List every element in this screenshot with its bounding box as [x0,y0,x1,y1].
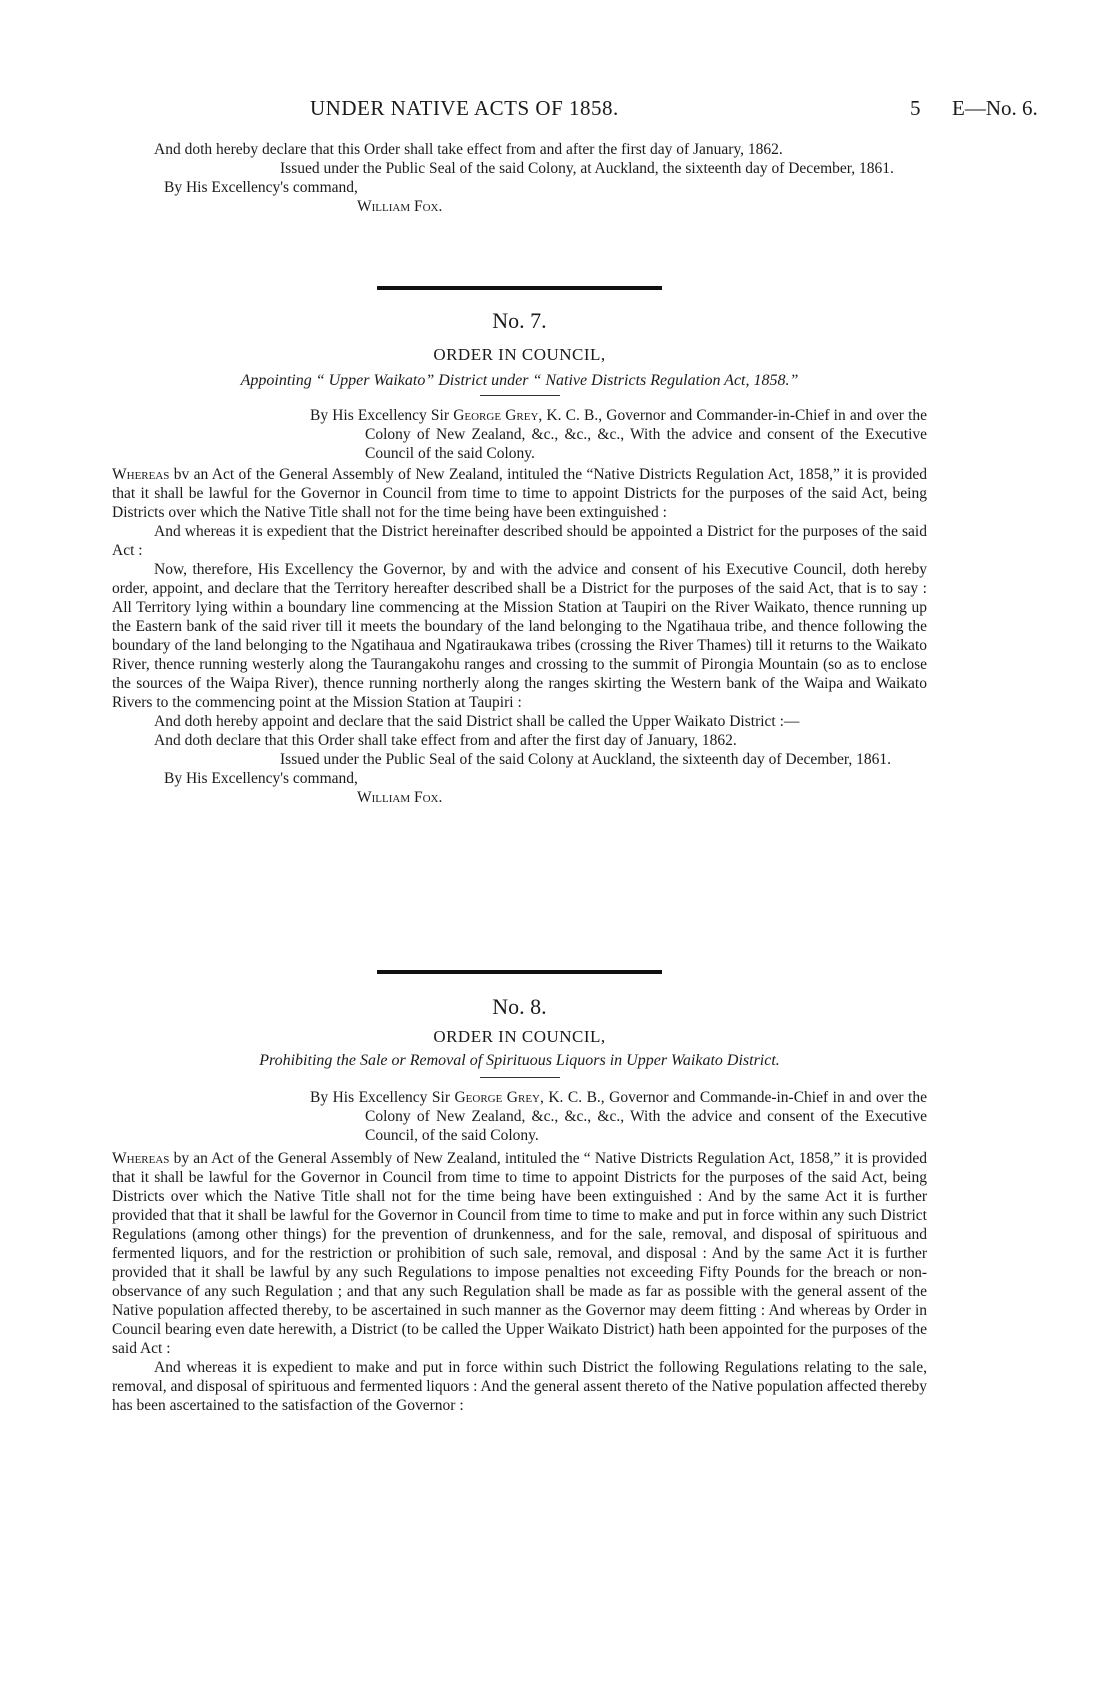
order-no-7 [112,286,927,807]
expedient-paragraph: And whereas it is expedient that the District hereinafter described should be appointed a District for the purposes of the said Act : [112,523,927,559]
whereas-paragraph: Whereas by an Act of the General Assembly of New Zealand, intituled the “ Native Districts Regulation Act, 1858,” it is provided that it shall be lawful for the Governor in Council from time to time to appoint Districts for the purposes of the said Act, being Districts over which the Native Title shall not for the time being have been extinguished : And by the same Act it is further provided that that it shall be lawful for the Governor in Council from time to time to make and put in force within any such District Regulations (among other things) for the prevention of drunkenness, and for the sale, removal, and disposal of spirituous and fermented liquors, and for the restriction or prohibition of such sale, removal, and disposal : And by the same Act it is further provided that it shall be lawful by any such Regulations to impose penalties not exceeding Fifty Pounds for the breach or non-observance of any such Regulation ; and that any such Regulation shall be made as far as possible with the general assent of the Native population affected thereby, to be ascertained in such manner as the Governor may deem fitting : And whereas by Order in Council bearing even date herewith, a District (to be called the Upper Waikato District) hath been appointed for the purposes of the said Act : [112,1150,927,1357]
order-title: ORDER IN COUNCIL, [433,345,606,364]
whereas-word: Whereas [112,466,170,483]
order-no-8 [112,970,927,1415]
order-number: No. 7. [492,308,547,333]
governor-name: George Grey [454,1089,540,1106]
signatory: William Fox. [357,198,443,215]
preamble: By His Excellency Sir George Grey, K. C. B., Governor and Commander-in-Chief in and over the Colony of New Zealand, &c., &c., &c., With the advice and consent of the Executive Council of the said Colony. [310,407,928,462]
naming-paragraph: And doth hereby appoint and declare that the said District shall be called the Upper Waikato District :— [154,713,800,730]
by-command: By His Excellency's command, [164,770,358,787]
issued-statement: Issued under the Public Seal of the said Colony, at Auckland, the sixteenth day of December, 1861. [280,160,894,177]
title-rule [480,395,560,396]
section-divider [377,286,662,290]
order-subtitle: Prohibiting the Sale or Removal of Spirituous Liquors in Upper Waikato District. [259,1052,780,1069]
governor-name: George Grey [453,407,539,424]
whereas-paragraph: Whereas bv an Act of the General Assembly of New Zealand, intituled the “Native Districts Regulation Act, 1858,” it is provided that it shall be lawful for the Governor in Council from time to time to appoint Districts for the purposes of the said Act, being Districts over which the Native Title shall not for the time being have been extinguished : [112,466,927,521]
signatory: William Fox. [357,789,443,806]
order-subtitle: Appointing “ Upper Waikato” District under “ Native Districts Regulation Act, 1858.” [240,372,799,389]
effect-paragraph: And doth declare that this Order shall take effect from and after the first day of January, 1862. [154,732,737,749]
order-number: No. 8. [492,994,547,1019]
by-command: By His Excellency's command, [164,179,358,196]
section-divider [377,970,662,974]
title-rule [480,1077,560,1078]
page-header [0,96,1114,124]
whereas-word: Whereas [112,1150,170,1167]
operative-paragraph: Now, therefore, His Excellency the Governor, by and with the advice and consent of his Executive Council, doth hereby order, appoint, and declare that the Territory hereafter described shall be a District for the purposes of the said Act, that is to say : All Territory lying within a boundary line commencing at the Mission Station at Taupiri on the River Waikato, thence running up the Eastern bank of the said river till it meets the boundary of the land belonging to the Ngatihaua tribe, and thence following the boundary of the land belonging to the Ngatihaua and Ngatiraukawa tribes (crossing the River Thames) till it returns to the Waikato River, thence running westerly along the Taurangakohu ranges and crossing to the summit of Pirongia Mountain (so as to enclose the sources of the Waipa River), thence running northerly along the ranges skirting the Western bank of the Waipa and Waikato Rivers to the commencing point at the Mission Station at Taupiri : [112,561,927,711]
page-number: 5 [910,96,921,120]
previous-order-closing [112,140,927,216]
paper-reference: E—No. 6. [952,96,1038,120]
running-title: UNDER NATIVE ACTS OF 1858. [310,96,619,120]
order-title: ORDER IN COUNCIL, [433,1027,606,1046]
preamble: By His Excellency Sir George Grey, K. C. B., Governor and Commande-in-Chief in and over the Colony of New Zealand, &c., &c., &c., With the advice and consent of the Executive Council, of the said Colony. [310,1089,927,1144]
expedient-paragraph: And whereas it is expedient to make and put in force within such District the following Regulations relating to the sale, removal, and disposal of spirituous and fermented liquors : And the general assent thereto of the Native population affected thereby has been ascertained to the satisfaction of the Governor : [112,1359,927,1414]
issued-statement: Issued under the Public Seal of the said Colony at Auckland, the sixteenth day of December, 1861. [280,751,892,768]
effect-paragraph: And doth hereby declare that this Order shall take effect from and after the first day of January, 1862. [154,141,783,158]
